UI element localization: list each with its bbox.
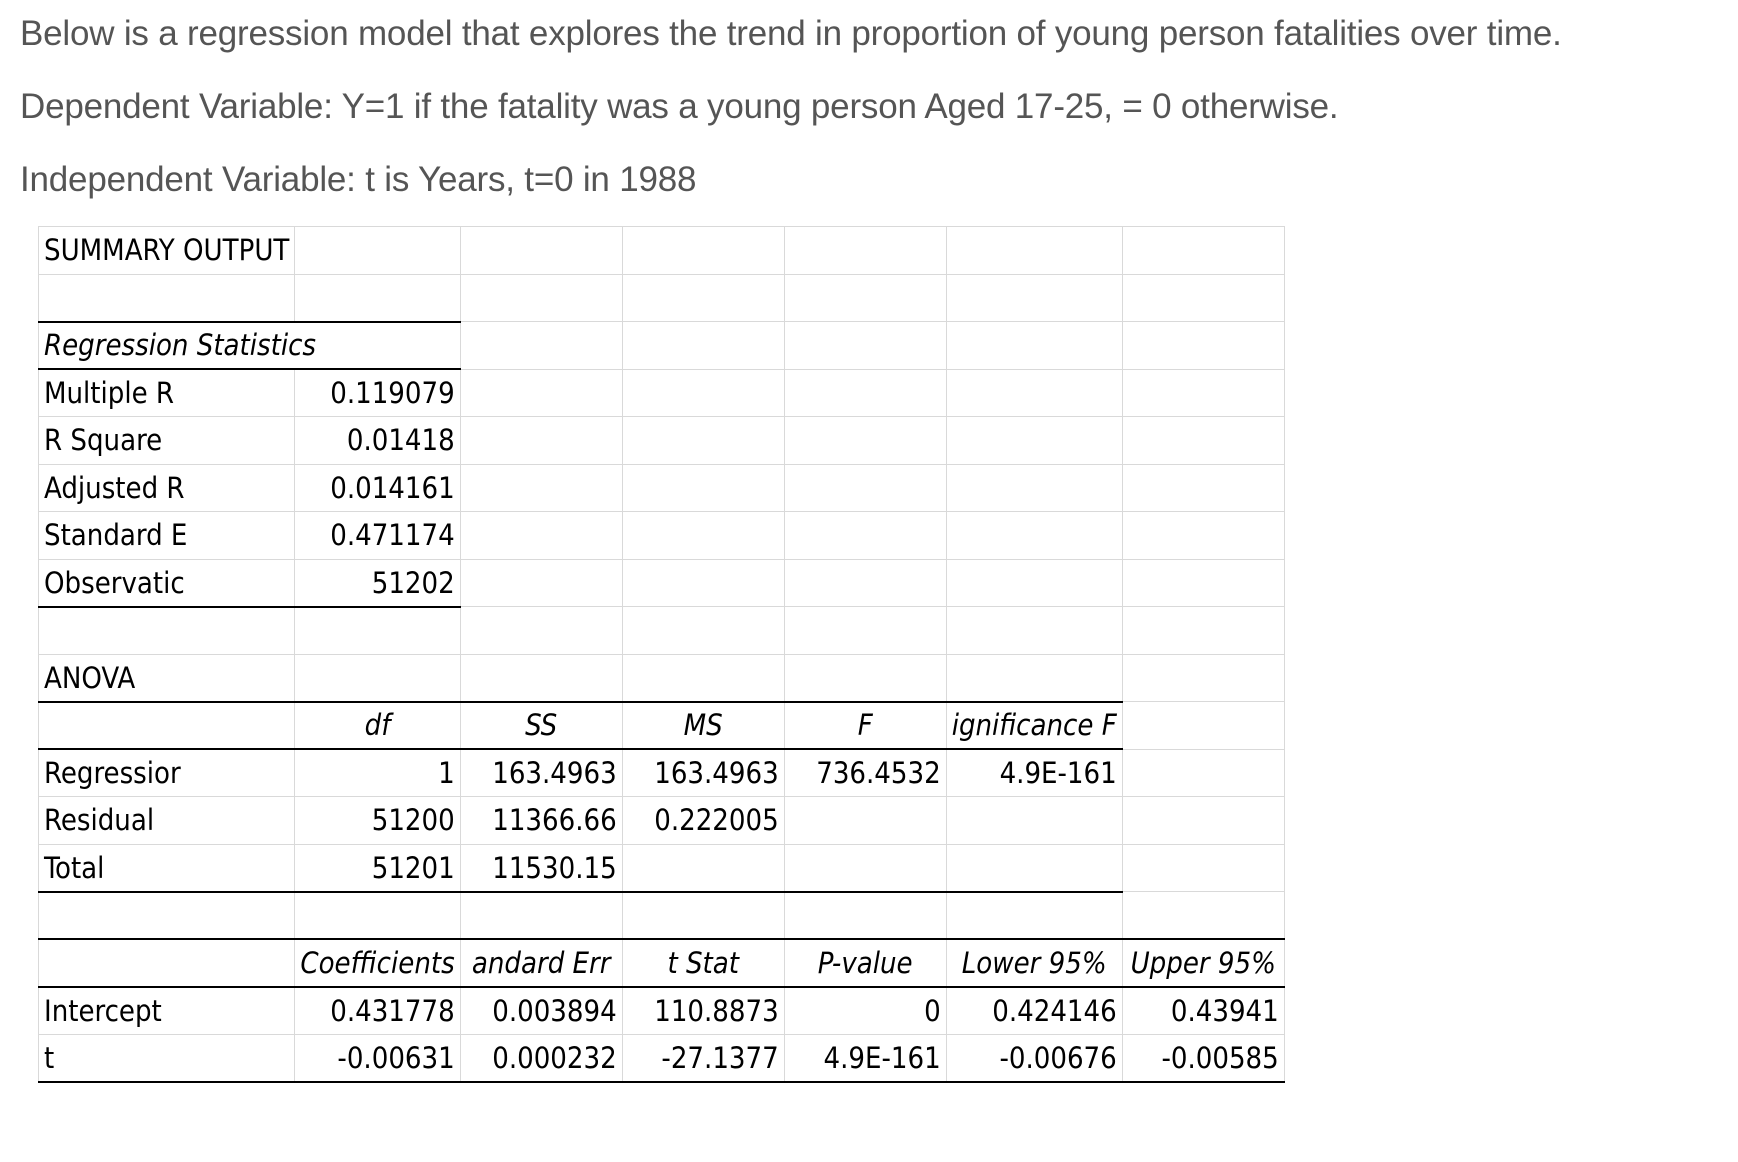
stat-value: 0.471174 [295,512,460,560]
stat-row [39,559,1285,607]
regression-output-table [38,226,1285,1083]
anova-row-label: Residual [39,797,295,845]
coef-value: 0.431778 [295,987,460,1035]
regression-statistics-header: Regression Statistics [39,322,461,370]
stat-row [39,417,1285,465]
stat-value: 0.01418 [295,417,460,465]
coef-value: -0.00631 [295,1034,460,1082]
anova-ss: 11366.66 [460,797,622,845]
coef-lower-95: 0.424146 [946,987,1122,1035]
coef-header-coefficients: Coefficients [295,939,460,987]
anova-df: 51200 [295,797,460,845]
stat-label: Standard E [39,512,295,560]
coef-t-stat: -27.1377 [622,1034,784,1082]
anova-ss: 11530.15 [460,844,622,892]
anova-significance-f [946,844,1122,892]
anova-f [784,844,946,892]
coef-row-label: Intercept [39,987,295,1035]
stat-label: Multiple R [39,369,295,417]
coef-upper-95: -0.00585 [1122,1034,1284,1082]
stat-label: Observatic [39,559,295,607]
anova-header-significance-f: ignificance F [946,702,1122,750]
anova-df: 1 [295,749,460,797]
anova-f [784,797,946,845]
anova-row [39,844,1285,892]
coef-header-upper-95: Upper 95% [1122,939,1284,987]
anova-df: 51201 [295,844,460,892]
stat-label: R Square [39,417,295,465]
coefficient-row [39,1034,1285,1082]
blank-row [39,892,1285,940]
anova-header-df: df [295,702,460,750]
coef-header-p-value: P-value [784,939,946,987]
anova-title-row [39,654,1285,702]
coef-t-stat: 110.8873 [622,987,784,1035]
anova-ms [622,844,784,892]
anova-header-row [39,702,1285,750]
anova-header-f: F [784,702,946,750]
coef-header-standard-error: andard Err [460,939,622,987]
coef-lower-95: -0.00676 [946,1034,1122,1082]
anova-ms: 163.4963 [622,749,784,797]
anova-row-label: Regressior [39,749,295,797]
coefficients-header-row [39,939,1285,987]
coef-p-value: 0 [784,987,946,1035]
blank-row [39,274,1285,322]
intro-line-2: Dependent Variable: Y=1 if the fatality was a young person Aged 17-25, = 0 otherwise. [20,87,1339,126]
intro-line-3: Independent Variable: t is Years, t=0 in 1988 [20,160,697,199]
anova-row [39,749,1285,797]
summary-title: SUMMARY OUTPUT [39,227,295,275]
stat-value: 51202 [295,559,460,607]
coefficient-row [39,987,1285,1035]
coef-upper-95: 0.43941 [1122,987,1284,1035]
coef-standard-error: 0.000232 [460,1034,622,1082]
anova-row [39,797,1285,845]
stat-label: Adjusted R [39,464,295,512]
coef-p-value: 4.9E-161 [784,1034,946,1082]
anova-title: ANOVA [39,654,295,702]
coef-standard-error: 0.003894 [460,987,622,1035]
blank-row [39,607,1285,655]
anova-row-label: Total [39,844,295,892]
anova-ss: 163.4963 [460,749,622,797]
anova-ms: 0.222005 [622,797,784,845]
coef-row-label: t [39,1034,295,1082]
regression-statistics-header-row [39,322,1285,370]
anova-header-ms: MS [622,702,784,750]
stat-row [39,512,1285,560]
coef-header-lower-95: Lower 95% [946,939,1122,987]
summary-title-row [39,227,1285,275]
anova-f: 736.4532 [784,749,946,797]
anova-header-ss: SS [460,702,622,750]
anova-significance-f [946,797,1122,845]
stat-row [39,464,1285,512]
coef-header-t-stat: t Stat [622,939,784,987]
intro-line-1: Below is a regression model that explores the trend in proportion of young person fatalities over time. [20,14,1562,53]
stat-value: 0.119079 [295,369,460,417]
stat-row [39,369,1285,417]
stat-value: 0.014161 [295,464,460,512]
anova-significance-f: 4.9E-161 [946,749,1122,797]
